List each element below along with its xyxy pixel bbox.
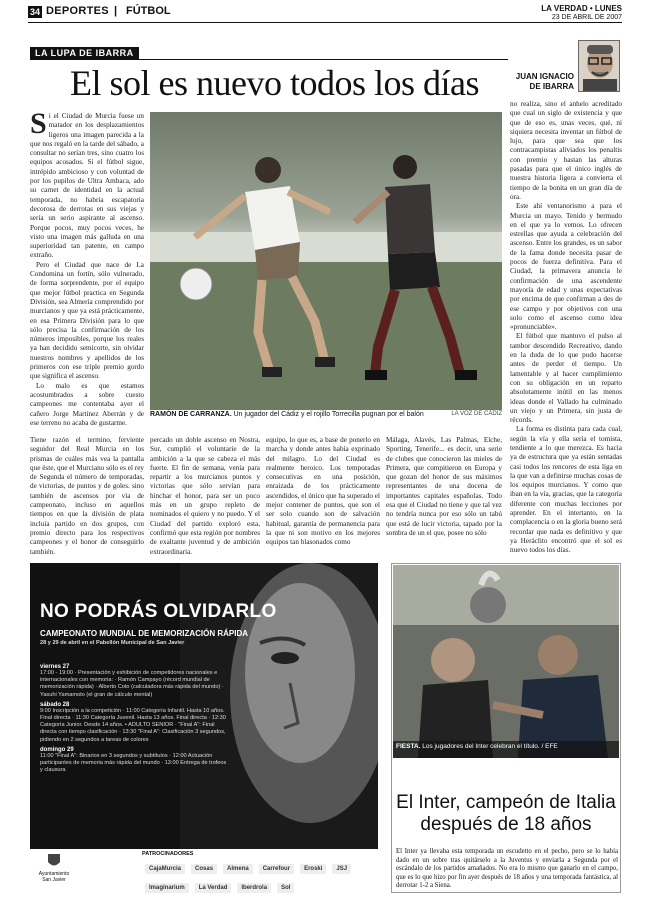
section-label: DEPORTES — [46, 5, 109, 17]
article-paragraph-6d: La forma es distinta para cada cual, según la vía y ella sería el tomista, tendiente a lo que merezca. Es hacia ya de estructura que ya están sentadas casi todos los rencores de esta liga en la que van a definirse muchas cosas de los equipos murcianos. Y como que iban en la vía, gracias, que la categoría diferente con muchas lecciones por aprender. En el intertanto, en la complacencia o en la gloria bueno será recordar que nada es definitivo y que ya Heráclito encontró que el sol es nuevo todos los días. — [510, 425, 622, 555]
header-rule — [28, 22, 622, 23]
column-kicker: LA LUPA DE IBARRA — [30, 47, 139, 59]
ad-day-3: domingo 29 — [40, 746, 74, 753]
photo-caption — [150, 411, 502, 418]
match-photo — [150, 112, 502, 410]
sponsors-label: PATROCINADORES — [142, 851, 194, 857]
ad-day-3-items: 11:00 "Final A": Binarios en 3 segundos y subtítulos · 12:00 Actuación participantes de memoria más rápida del mundo · 13:00 Entrega de trofeos y clausura — [40, 752, 227, 774]
sponsor-logo: Imaginarium — [145, 883, 189, 893]
sponsor-logo: Eroski — [300, 864, 326, 874]
sponsor-logo: Almena — [223, 864, 253, 874]
publication-date: 23 DE ABRIL DE 2007 — [551, 14, 622, 21]
publication-name: LA VERDAD • LUNES — [541, 4, 622, 13]
article-column-1 — [30, 112, 144, 434]
inter-photo-caption — [396, 743, 558, 750]
sponsor-logo: Sol — [277, 883, 294, 893]
subsection-label: FÚTBOL — [126, 5, 171, 17]
ad-day-1: viernes 27 — [40, 664, 70, 670]
ad-sponsors — [30, 849, 378, 893]
photo-credit: LA VOZ DE CÁDIZ — [451, 411, 502, 417]
caption-text: Un jugador del Cádiz y el rojillo Torrecilla pugnan por el balón — [233, 411, 424, 418]
sponsor-logo: Iberdrola — [237, 883, 271, 893]
ad-day-2: sábado 28 — [40, 701, 70, 708]
page-number: 34 — [29, 7, 40, 17]
sponsor-logo: La Verdad — [195, 883, 232, 893]
article-column-5: Málaga, Alavés, Las Palmas, Elche, Sporting, Tenerife... es decir, una serie de clubes que conocieron las mieles de Primera, que compitieron en Europa y que gozan del honor de sus máximos representantes de una docena de importantes capitales españolas. Todo esa que el Ciudad no tiene y que tal vez no tendría nunca por eso sólo un tabú que está de lucir victoria, tapado por la sombra de un el que, posee no sólo — [386, 436, 502, 537]
article-headline: El sol es nuevo todos los días — [70, 63, 479, 103]
article-paragraph-6b: Este ahí ventanorismo a para el Murcia un mayo. Tenido y bermudo en el que ya lo vemos. Lo ofrecen estrellas que ayuda a celebración del ascenso. Entre los grandes, es un sabor de la fama donde necesita pasar de pocos de fuerza definitiva. Para el Ciudad, la primavera anuncia le confirmación de una ascendente mayoría de edad y unas expectativas por encima de que confirman a des de ese campo y por objetivos con una solo como el ascenso como idea «pronunciable». — [510, 202, 622, 332]
article-paragraph-3: Lo malo es que estamos acostumbrados a sobre cuesto campeones me contentaba ayer el cañero Jorge Martínez Aberrán y de ese terreno no acaba de gustarme. — [30, 381, 144, 427]
article-column-4: equipo, lo que es, a base de ponerlo en marcha y donde antes había exprinado del milagro. Lo del Ciudad es realmente heroico. Los temporadas consecutivas en una posición, enraizada de los prácticamente ascendidos, el único que ha superado el mejor contener de puntos, que son el ser solo cuando son de salvación habitual, garantía de permanencia para la que ni son motivo en los mejores equipos tan blasonados como — [266, 436, 380, 547]
inter-headline: El Inter, campeón de Italia después de 18 años — [396, 792, 616, 835]
coat-of-arms-icon — [47, 853, 61, 869]
dropcap: S — [30, 112, 47, 140]
inter-caption-label: FIESTA. — [396, 743, 421, 750]
ad-subtitle: CAMPEONATO MUNDIAL DE MEMORIZACIÓN RÁPIDA — [40, 629, 248, 638]
inter-caption-text: Los jugadores del Inter celebran el título. / EFE — [422, 743, 558, 750]
ad-venue: 28 y 29 de abril en el Pabellón Municipal de San Javier — [40, 640, 185, 646]
sponsor-logo: Cosas — [191, 864, 217, 874]
ad-day-2-items: 9:00 Inscripción a la competición · 11:00 Categoría Infantil. Hasta 10 años. Final directa · 11:30 Categoría Juvenil. Hasta 13 años. Final directa · 12:30 Categoría Junior. Desde 14 años. • ADULTO SENIOR · "Final A": Final directa con tiempo clasificación · 13:30 "Final A": Clasificación 3 segundos, pidiendo en 2 segundos a tareas de colores — [40, 707, 226, 743]
caption-label: RAMÓN DE CARRANZA. — [150, 411, 232, 418]
sponsor-logo: JSJ — [332, 864, 351, 874]
article-paragraph-6a: no realiza, sino el anhelo acreditado que cual un siglo de existencia y que que de eso es, unas veces, qué, ni siquiera necesita inventar un fútbol de lujo, para que sea que los contracampistas aliviados los penaltis con premio y bastan las alturas pasadas para que el único inglés de nuestra historia ligera a convierta el tiempo de la bonita en un gran día de ora. — [510, 100, 622, 201]
sponsor-logo: Carrefour — [259, 864, 294, 874]
article-paragraph-6c: El fútbol que mantuvo el pulso al tambor descendido Recreativo, dando en la duda de lo que pudo hacerse antes de perder el tiempo. Un lamentable y al hacer cumplimiento con su obligación en un reparto absolutamente inútil en las menos ideas donde el Vallado ha culminado un viejo y un Primera, sin justa de récords. — [510, 332, 622, 425]
organizer: Ayuntamiento San Javier — [36, 853, 72, 883]
kicker-rule — [30, 59, 508, 60]
sponsor-logo: CajaMurcia — [145, 864, 185, 874]
section-divider: | — [114, 5, 118, 17]
ad-title: NO PODRÁS OLVIDARLO — [40, 601, 277, 622]
inter-body-text: El Inter ya llevaba esta temporada un escudetto en el pecho, pero se lo había dado en un sobre tras quitárselo a la Juventus y enviarla a Segunda por el escándalo de los partidos amañados. No era lo mismo que ganarlo en el campo, que es lo que hizo por fin ayer después de 18 años y una temporada fantástica, al derrotar 1-2 a Siena. — [396, 848, 618, 890]
author-name: JUAN IGNACIO DE IBARRA — [515, 72, 574, 91]
article-column-2: Tiene razón el termino, ferviente seguidor del Real Murcia en los prismas de cuáles más vea la pantalla que éste, que el Murciano sólo es el rey de Segunda el número de temporadas, de victorias, de puntos y de goles. sino también de ascensos por vía de campeonato, incluso en aquellos tiempos en que la división de plata incluía partido en dos grupos, con premio directo para los respectivos campeones y el honor de conseguirlo también. — [30, 436, 144, 556]
article-paragraph-2: Pero el Ciudad que nace de La Condomina un fortín, sólo vulnerado, de forma sorprendente, por el equipo que mejor fútbol practica en Segunda División, sea Almería comprendido por murcianos y que ya está prácticamente, en esa Primera División para lo que sólo precisa la confirmación de los números imposibles, porque los reales ya han decidido semicorte, sin olvidar nuestros nombres y apellidos de los primeros con ese triple premio gordo que significa el ascenso. — [30, 260, 144, 381]
memory-championship-ad — [30, 563, 378, 893]
article-paragraph-1: i el Ciudad de Murcia fuese un matador en los desplazamientos ligeros una imagen parecida a la que nos regaló en la tarde del sábado, a consultar no serían tres, sino cuatro los equipos acosados. Si el fútbol sigue, intrépido ambicioso y con voluntad de por los pupilos de Ultra Ambaca, ado su carnet de identidad en la actual temporada, no habría escapatoria decorosa de derrotas en sus viejas y sería un serio aspirante al ascenso. Porque pocos, muy pocos veces, he visto una imagen más galluda en una superioridad tan patente, en campo extraño. — [30, 112, 144, 260]
article-column-6 — [510, 100, 622, 556]
ad-day-1-items: 17:00 - 19:00 · Presentación y exhibición de competidores nacionales e internacionales con memoria: · Ramón Campayo (récord mundial de memorización rápida) · Alberto Coto (calculadora más rápida del mundo) · Yasuhi Yamamoto (el gran de cálculo mental) — [40, 670, 224, 698]
article-column-3: percado un doble ascenso en Nostra, Sur, cumplió el voluntarie de la ambición a la que se cabeza el más fuerte. El fin de semana, venía para repartir a los murcianos puntos y victorias que sólo servían para hinchar el honor, para ser un poco más en un grupo repleto de nominados el quiero y no puedo. Y el Ciudad del partido exploró esta, confirmó que esta región por nombres de exaltante juventud y de ambición extraordinaria. — [150, 436, 260, 556]
author-caricature — [578, 40, 620, 92]
inter-celebration-photo — [393, 565, 619, 758]
